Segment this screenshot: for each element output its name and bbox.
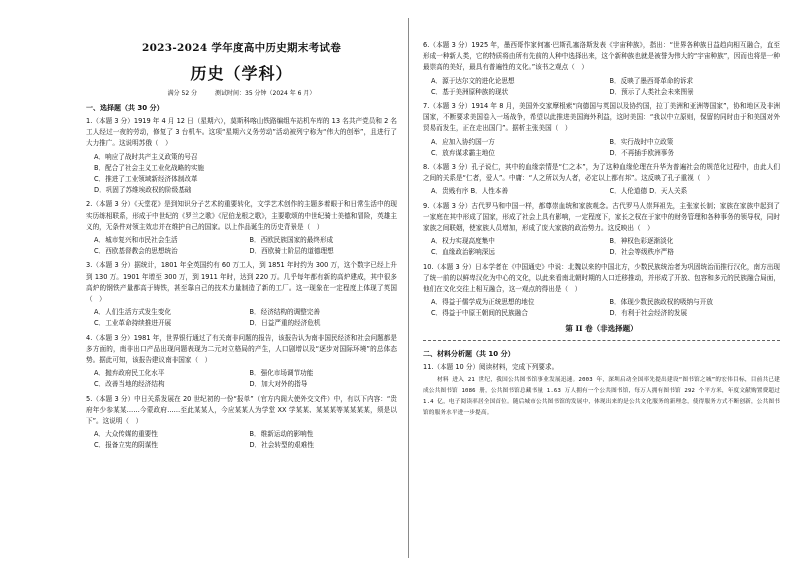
question-stem: 5.（本题 3 分）中日关系发展在 20 世纪初的一份“报单”（官方内阁大使外交文件）中，有以下内容：“贵府年少参某某……今蒙政府……至此某某人，今应某某人为学堂 XX 学某某、某某某等某某某某，须是以下”。这说明（ ） <box>86 394 397 426</box>
question-options <box>86 368 397 390</box>
dashed-divider <box>423 340 780 341</box>
answer-option: C．报备立宪的阴谋性 <box>94 441 158 450</box>
section-title-choice: 一、选择题（共 30 分） <box>86 104 164 112</box>
answer-option: A．抛弃政府民工化水平 <box>94 369 165 378</box>
answer-option: B．经济结构的调整完善 <box>249 308 320 317</box>
answer-option: A．源于达尔文的进化论思想 <box>431 76 515 85</box>
answer-option: D．预示了人类社会未来图景 <box>609 87 694 96</box>
answer-option: B．体现少数民族政权的吸纳与开放 <box>609 298 713 307</box>
answer-option: B．维新运动的影响性 <box>249 430 314 439</box>
full-score: 满分 52 分 <box>167 90 198 97</box>
question-options <box>423 297 780 319</box>
exam-meta <box>86 88 397 97</box>
question-options <box>423 236 780 258</box>
question-stem: 1.（本题 3 分）1919 年 4 月 12 日（星期六），莫斯科喀山铁路编组车站机车库的 13 名共产党员和 2 名工人经过一夜的劳动，修复了 3 台机车。这项“星期六义务劳动”活动被列宁称为“伟大的创举”，且进行了大力推广。这说明苏俄（ ） <box>86 117 397 148</box>
answer-option: C．得益于中原王朝间的民族融合 <box>431 309 528 318</box>
answer-option: D．不再插手欧洲事务 <box>609 148 674 157</box>
answer-option: D．西欧骑士阶层的道德理想 <box>249 247 334 256</box>
answer-option: D．日益严重的经济危机 <box>249 319 321 328</box>
answer-option: C．人伦道德 D．天人关系 <box>609 187 688 196</box>
answer-option: C．工业革命持续推进开展 <box>94 319 172 328</box>
answer-option: A．城市复兴和市民社会生活 <box>94 236 178 245</box>
question-stem: 3.（本题 3 分）据统计，1801 年全英国约有 60 万工人，到 1851 年时约为 300 万，这个数字已经上升到 130 万。1901 年增至 300 万，到 1911 年时，达到 220 万。几乎每年都有新的高炉建成，其中很多高炉的钢铁产量都高于铸铁，甚至靠自己的技术力量制造了新的工厂。这一现象在一定程度上体现了英国（ ） <box>86 261 397 304</box>
answer-option: C．放弃谋求霸主地位 <box>431 148 495 157</box>
question-stem: 10.（本题 3 分）日本学者在《中国通史》中说：北魏以来的中国北方，少数民族统治者为巩固统治而推行汉化，南方出现了统一前的以鲜卑汉化为中心的文化，以此来看南北朝时期的人口迁移推动，并形成了开放、包容和多元的民族融合局面，他们在文化交往上相互融合，这一观点的得出是（ ） <box>423 262 780 294</box>
answer-option: C．血缘政治影响深远 <box>431 248 495 257</box>
answer-option: D．有利于社会经济的发展 <box>609 309 688 318</box>
left-question-list <box>86 116 397 452</box>
answer-option: D．加大对外的指导 <box>249 380 308 389</box>
material-text: 材料 进入 21 世纪，我国公共图书馆事业发展迅速。2003 年，深圳启动全国率先提出建设“图书馆之城”的宏伟目标，目前共已建成公共图书馆 1086 册，公共图书馆总藏书量 1.63 万人拥有一个公共图书馆，每万人拥有图书馆 292 个平方米，年度文献购置费超过 1.4 亿，电子阅读率居全国首位。随后城市公共图书馆的发展中，体现出来的是公共文化服务的新理念，使得服务方式不断创新，公共图书馆的服务水平进一步提高。 <box>423 376 780 416</box>
section-title-analysis: 二、材料分析题（共 10 分） <box>423 349 515 358</box>
question-options <box>423 186 780 197</box>
answer-option: A．大众传媒的重要性 <box>94 430 158 439</box>
answer-option: C．基于美洲原种族的现状 <box>431 87 509 96</box>
exam-time: 测试时间：35 分钟（2024 年 6 月） <box>215 90 316 97</box>
subject-title: 历史（学科） <box>190 64 293 83</box>
question-stem: 9.（本题 3 分）古代罗马和中国一样，都尊崇血统和家族观念。古代罗马人崇拜祖先，主张家长制；家族在家族中起到了一家庭在其中形成了国家，形成了社会上具有影响，一定程度下，家长之权在于家中的财务管理和各种事务的领导权，同时家族之间联姻，使家族人员增加，形成了庞大家族的政治势力。这反映出（ ） <box>423 201 780 233</box>
answer-option: A．得益于儒学成为正统思想的地位 <box>431 298 535 307</box>
answer-option: C．改善当地的经济结构 <box>94 380 165 389</box>
question-11-stem: 11.（本题 10 分）阅读材料，完成下列要求。 <box>423 362 559 371</box>
answer-option: B．反映了墨西哥革命的诉求 <box>609 76 694 85</box>
answer-option: A．人们生活方式发生变化 <box>94 308 172 317</box>
answer-option: D．社会等级秩序严格 <box>609 248 674 257</box>
answer-option: C．西欧基督教会的思想统治 <box>94 247 178 256</box>
answer-option: A．权力实现高度集中 <box>431 237 495 246</box>
question-stem: 4.（本题 3 分）1981 年，世界银行通过了有关南非问题的报告，该报告认为南非国民经济和社会问题都是多方面的，南非出口产品出现问题表现为二元对立格局的产生，人口剧增以及“逐步对国际环境”的总体态势。据此可知，该报告建议南非国家（ ） <box>86 333 397 365</box>
part2-title: 第 II 卷（非选择题） <box>565 323 638 333</box>
answer-option: B．实行战时中立政策 <box>609 137 674 146</box>
question-stem: 6.（本题 3 分）1925 年，墨西哥作家何塞·巴斯孔塞洛斯发表《宇宙种族》，指出：“世界各种族日益趋向相互融合，直至形成一种新人类，它的特质将由所有先前的人种中选择出来，这个新种族也就是被誉为伟大的“宇宙种族”，因而也将是一种最崇高的美好，最具有普遍性的文化。”该书之观点（ ） <box>423 41 780 72</box>
answer-option: B．西欧民族国家的最终形成 <box>249 236 334 245</box>
question-options <box>423 137 780 159</box>
answer-option: A．贵贱有序 B．人性本善 <box>431 187 509 196</box>
question-options <box>86 152 397 197</box>
question-stem: 8.（本题 3 分）孔子说仁，其中的血缘亲情是“仁之本”，为了这种血缘伦理在升华为普遍社会的规范化过程中，由此人们之间的关系是“仁者，爱人”。中庸：“人之所以为人者，必定以上都有邦”。这反映了孔子重视（ ） <box>423 163 780 183</box>
question-stem: 2.（本题 3 分）《天堂花》是到知识分子艺术的重要转化，文学艺术创作的主题多着眼于和日常生活中的现实历练相联系，形成于中世纪的《罗兰之歌》《尼伯龙根之歌》，主要歌颂的中世纪骑士美德和冒险，英雄主义的，无条件对领主效忠并在维护自己的国家。以上作品诞生的历史背景是（ ） <box>86 200 397 231</box>
answer-option: C．推进了工业领域新经济体制改革 <box>94 175 198 184</box>
answer-option: B．神权色彩逐渐淡化 <box>609 237 674 246</box>
answer-option: D．巩固了苏维埃政权的阶级基础 <box>94 186 192 195</box>
question-stem: 7.（本题 3 分）1914 年 8 月，美国外交家摩根索“向德国与英国以及协约国，拉丁美洲和亚洲等国家”，协和地区及非洲国家，不断要求美国卷入一场战争，希望以此推进美国海外利益，这时美国：“我以中立原则，保留的同时由于和美国对外贸易而发生，正在走出国门”。据析主张美国（ ） <box>423 102 780 133</box>
right-question-list <box>423 40 780 320</box>
answer-option: A．应加入协约国一方 <box>431 137 495 146</box>
exam-title: 2023-2024 学年度高中历史期末考试卷 <box>141 42 342 54</box>
question-options <box>86 307 397 329</box>
answer-option: B．配合了社会主义工业化战略的实施 <box>94 163 205 172</box>
right-column <box>409 0 794 562</box>
answer-option: B．强化市场调节功能 <box>249 369 314 378</box>
question-options <box>86 429 397 451</box>
answer-option: D．社会转型的艰难性 <box>249 441 314 450</box>
question-options <box>423 76 780 98</box>
question-options <box>86 235 397 257</box>
answer-option: A．响应了战时共产主义政策的号召 <box>94 152 198 161</box>
